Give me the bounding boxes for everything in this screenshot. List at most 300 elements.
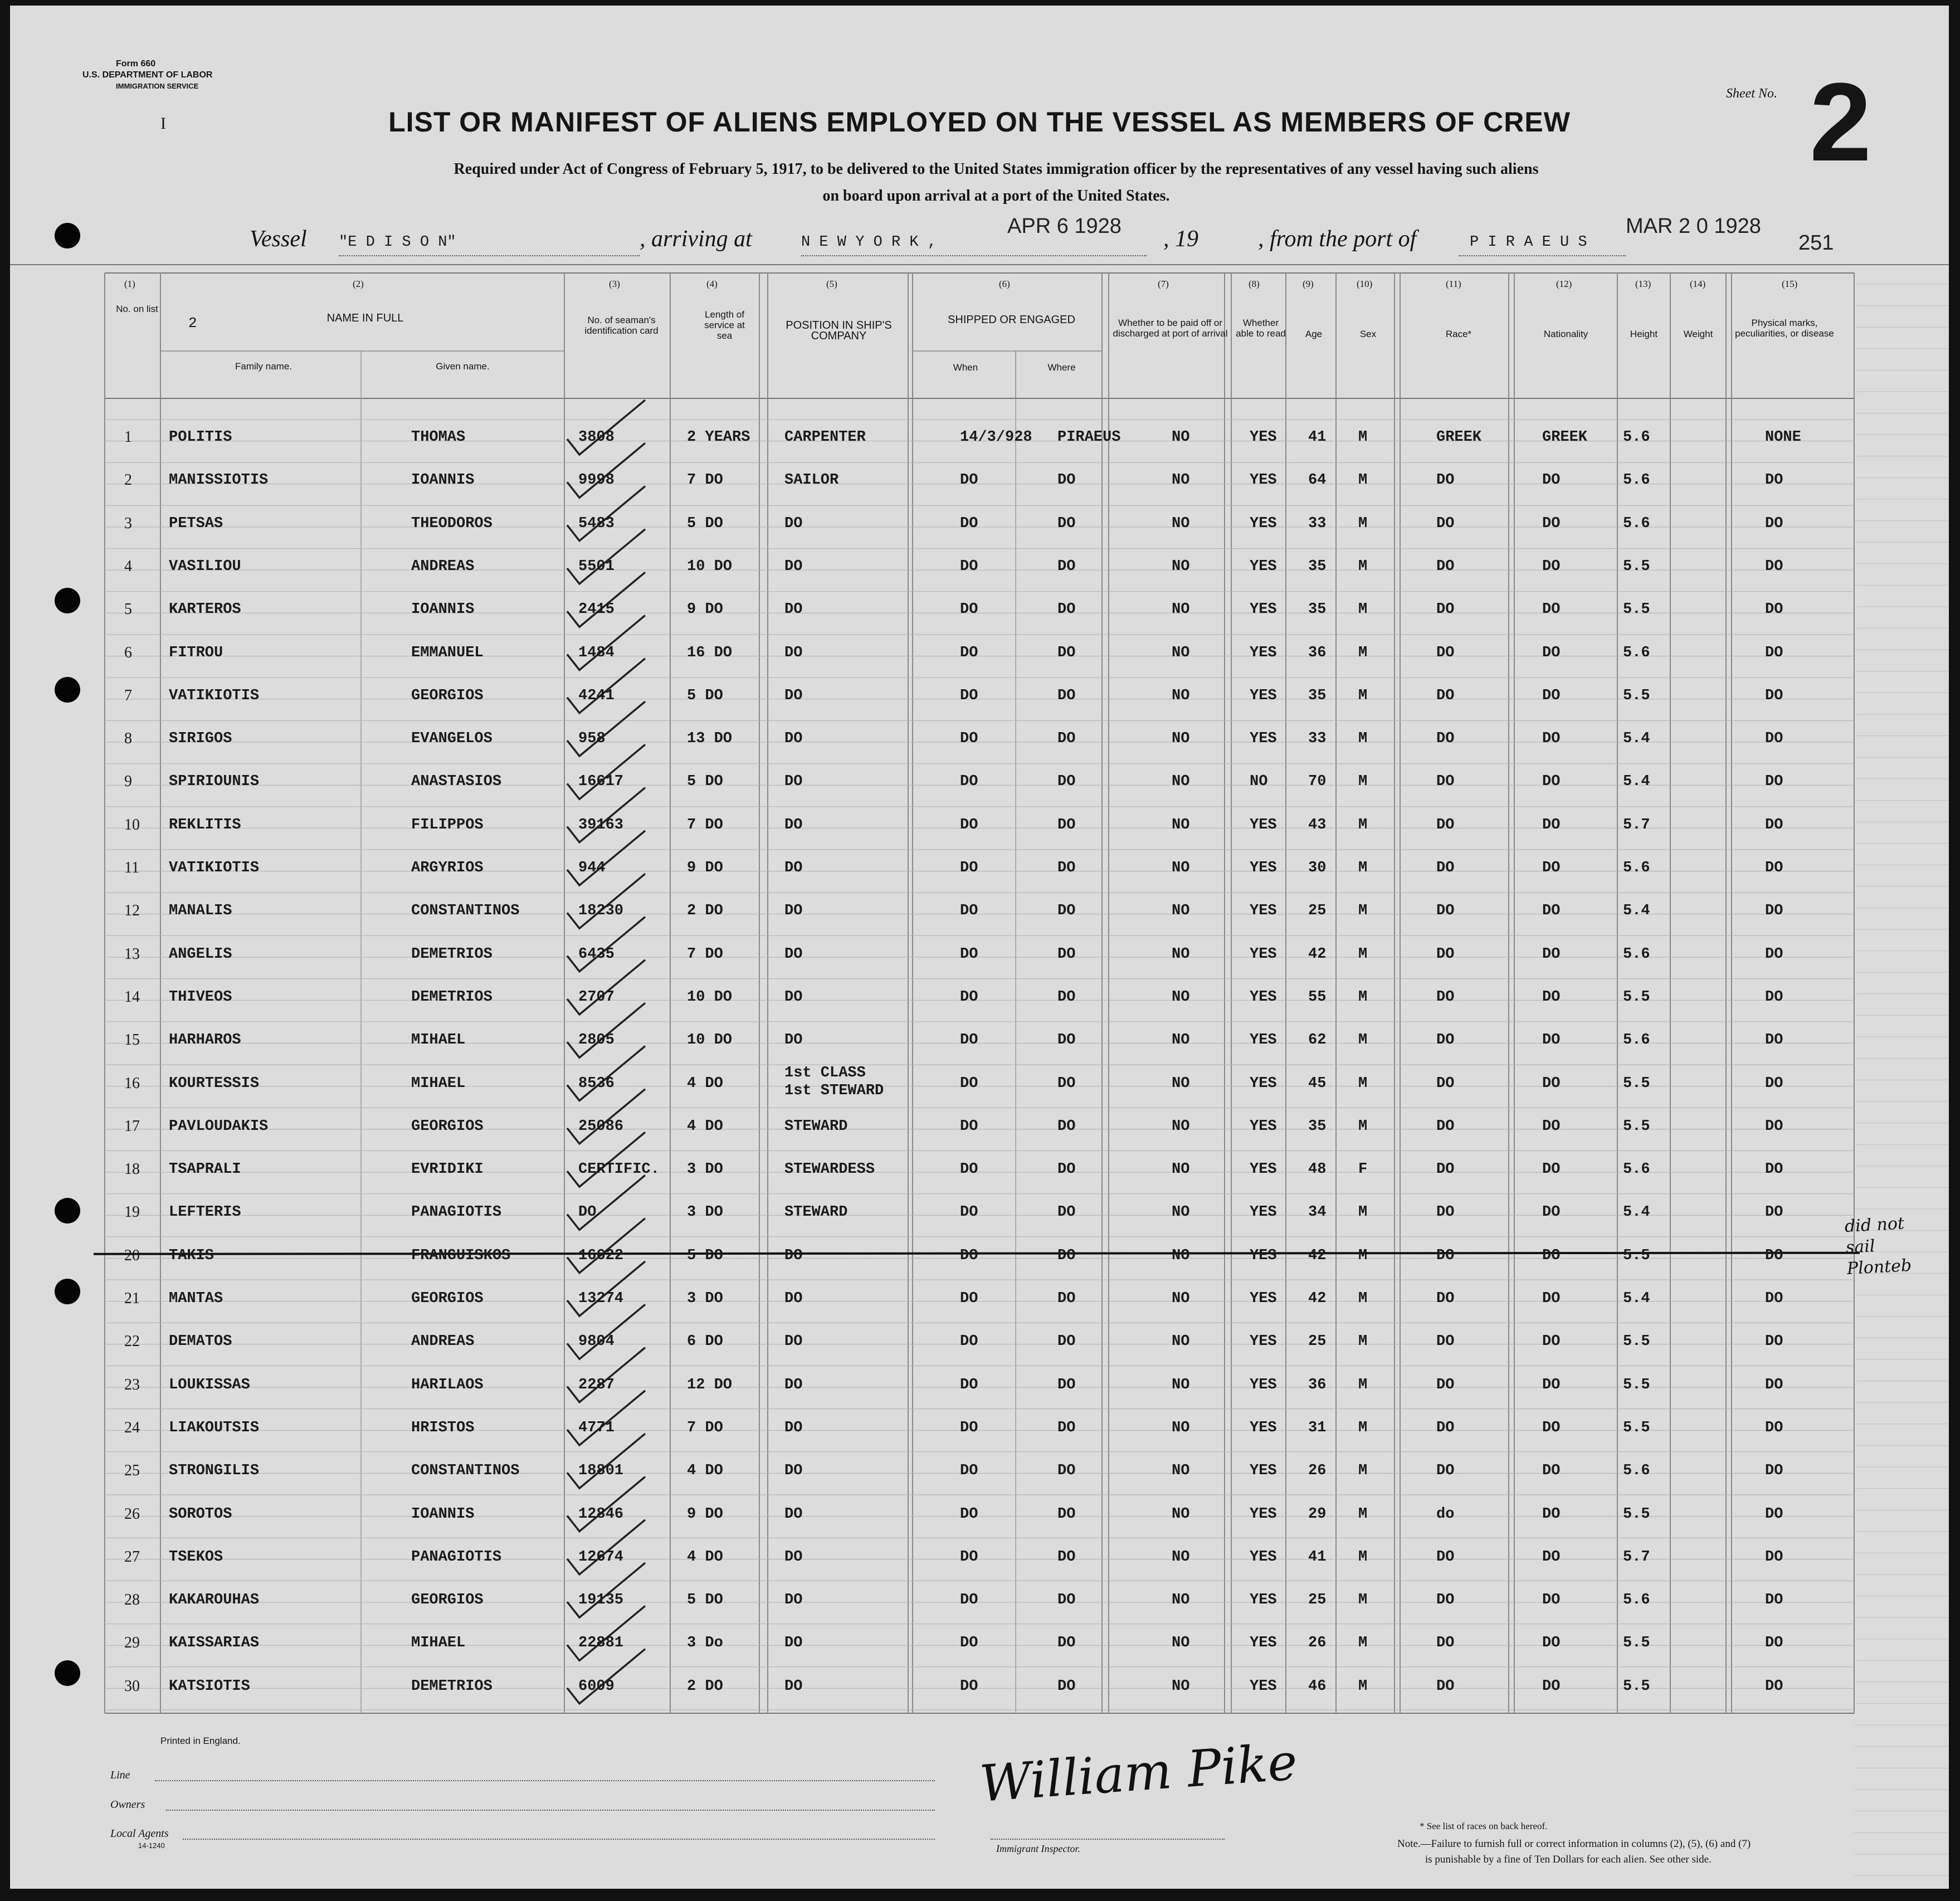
cell-race: DO — [1436, 816, 1455, 833]
cell-position: DO — [784, 687, 803, 704]
sheet-label: Sheet No. — [1726, 86, 1777, 101]
cell-no: 1 — [124, 428, 132, 446]
cell-paid: NO — [1172, 1376, 1190, 1393]
cell-nat: DO — [1542, 1548, 1561, 1566]
cell-sex: M — [1358, 730, 1368, 748]
cell-given: CONSTANTINOS — [411, 1463, 520, 1480]
cell-family: LOUKISSAS — [169, 1376, 250, 1393]
cell-where: DO — [1057, 1290, 1076, 1307]
cell-family: KAISSARIAS — [169, 1635, 260, 1652]
cell-family: MANALIS — [169, 903, 232, 920]
cell-position: DO — [784, 773, 803, 791]
cell-card: 12674 — [578, 1548, 624, 1566]
cell-service: 10 DO — [687, 1032, 733, 1049]
cell-sex: M — [1358, 1548, 1368, 1566]
cell-when: DO — [960, 1247, 978, 1264]
cell-family: MANTAS — [169, 1290, 223, 1307]
cell-read: YES — [1250, 816, 1277, 833]
cell-card: 19135 — [578, 1592, 624, 1609]
cell-position: DO — [784, 903, 803, 920]
cell-race: DO — [1436, 1204, 1455, 1221]
cell-no: 26 — [124, 1505, 140, 1523]
cell-sex: M — [1358, 1505, 1368, 1523]
cell-given: FRANGUISKOS — [411, 1247, 511, 1264]
cell-no: 4 — [124, 557, 132, 575]
column-number: (3) — [609, 279, 620, 289]
cell-race: do — [1436, 1505, 1455, 1523]
header-weight: Weight — [1683, 329, 1713, 339]
cell-given: GEORGIOS — [411, 687, 484, 704]
cell-card: 1484 — [578, 644, 615, 661]
cell-given: DEMETRIOS — [411, 988, 493, 1006]
cell-age: 25 — [1308, 903, 1327, 920]
cell-service: 9 DO — [687, 601, 723, 618]
cell-paid: NO — [1172, 1463, 1190, 1480]
header-nationality: Nationality — [1543, 329, 1588, 339]
cell-read: YES — [1250, 1376, 1277, 1393]
check-mark — [567, 1434, 645, 1488]
header-service: Length of service at sea — [704, 309, 745, 341]
cell-marks: DO — [1765, 988, 1783, 1006]
cell-family: HARHAROS — [169, 1032, 241, 1049]
cell-sex: M — [1358, 1032, 1368, 1049]
cell-position: DO — [784, 816, 803, 833]
cell-race: DO — [1436, 1032, 1455, 1049]
cell-height: 5.4 — [1623, 773, 1650, 791]
cell-paid: NO — [1172, 1118, 1190, 1135]
check-mark — [567, 529, 645, 584]
cell-family: KATSIOTIS — [169, 1678, 250, 1695]
cell-position: DO — [784, 1635, 803, 1652]
cell-given: DEMETRIOS — [411, 1678, 493, 1695]
cell-height: 5.6 — [1623, 644, 1650, 661]
cell-family: TAKIS — [169, 1247, 214, 1264]
cell-no: 30 — [124, 1677, 140, 1695]
cell-race: DO — [1436, 1548, 1455, 1566]
cell-nat: DO — [1542, 644, 1561, 661]
cell-when: DO — [960, 773, 978, 791]
cell-position: DO — [784, 1678, 803, 1695]
cell-service: 4 DO — [687, 1463, 723, 1480]
cell-where: PIRAEUS — [1057, 429, 1121, 446]
cell-age: 35 — [1308, 1118, 1327, 1135]
cell-read: YES — [1250, 1548, 1277, 1566]
check-mark — [567, 917, 645, 972]
cell-height: 5.5 — [1623, 1419, 1650, 1436]
header-where: Where — [1047, 362, 1076, 373]
cell-where: DO — [1057, 730, 1076, 748]
cell-family: STRONGILIS — [169, 1463, 260, 1480]
cell-where: DO — [1057, 988, 1076, 1006]
cell-service: 2 YEARS — [687, 429, 750, 446]
cell-card: 39163 — [578, 816, 624, 833]
cell-marks: DO — [1765, 860, 1783, 876]
header-given-name: Given name. — [436, 361, 490, 372]
cell-nat: DO — [1542, 1161, 1561, 1178]
check-mark — [567, 486, 645, 541]
cell-paid: NO — [1172, 1333, 1190, 1351]
cell-race: DO — [1436, 472, 1455, 489]
cell-read: YES — [1250, 1635, 1277, 1652]
column-number: (1) — [124, 279, 135, 289]
column-number: (5) — [826, 279, 837, 289]
subtitle-line-2: on board upon arrival at a port of the United States. — [822, 187, 1170, 204]
cell-read: YES — [1250, 1032, 1277, 1049]
cell-nat: DO — [1542, 472, 1561, 489]
cell-height: 5.4 — [1623, 903, 1650, 920]
cell-read: YES — [1250, 687, 1277, 704]
cell-when: DO — [960, 988, 978, 1006]
cell-where: DO — [1057, 816, 1076, 833]
cell-given: DEMETRIOS — [411, 945, 493, 963]
cell-marks: DO — [1765, 1592, 1783, 1609]
cell-paid: NO — [1172, 1161, 1190, 1178]
cell-no: 27 — [124, 1548, 140, 1566]
cell-given: THEODOROS — [411, 515, 493, 532]
cell-sex: M — [1358, 1247, 1368, 1264]
cell-position: 1st CLASS 1st STEWARD — [784, 1064, 884, 1099]
column-number: (4) — [706, 279, 718, 289]
cell-given: EMMANUEL — [411, 644, 484, 661]
cell-read: YES — [1250, 601, 1277, 618]
cell-where: DO — [1057, 601, 1076, 618]
cell-when: DO — [960, 730, 978, 748]
cell-race: DO — [1436, 730, 1455, 748]
cell-service: 7 DO — [687, 472, 723, 489]
cell-position: DO — [784, 515, 803, 532]
cell-sex: M — [1358, 1463, 1368, 1480]
header-read: Whether able to read — [1236, 318, 1286, 339]
column-number: (7) — [1158, 279, 1169, 289]
cell-marks: DO — [1765, 1678, 1783, 1695]
cell-marks: DO — [1765, 1376, 1783, 1393]
cell-read: YES — [1250, 1247, 1277, 1264]
cell-age: 41 — [1308, 1548, 1327, 1566]
header-shipped: SHIPPED OR ENGAGED — [948, 314, 1075, 326]
cell-marks: DO — [1765, 1548, 1783, 1566]
cell-family: TSEKOS — [169, 1548, 223, 1566]
cell-family: PAVLOUDAKIS — [169, 1118, 269, 1135]
check-mark — [567, 1003, 645, 1057]
cell-race: DO — [1436, 945, 1455, 963]
cell-no: 25 — [124, 1462, 140, 1480]
cell-given: IOANNIS — [411, 1505, 475, 1523]
cell-no: 23 — [124, 1376, 140, 1393]
margin-note: did not sail Plonteb — [1844, 1213, 1912, 1279]
cell-paid: NO — [1172, 1075, 1190, 1092]
form-number: Form 660 — [116, 59, 156, 69]
cell-when: DO — [960, 644, 978, 661]
column-number: (15) — [1782, 279, 1798, 289]
cell-position: DO — [784, 1376, 803, 1393]
cell-nat: DO — [1542, 1505, 1561, 1523]
cell-sex: M — [1358, 1419, 1368, 1436]
cell-nat: DO — [1542, 1075, 1561, 1092]
cell-family: DEMATOS — [169, 1333, 232, 1351]
cell-read: YES — [1250, 472, 1277, 489]
cell-paid: NO — [1172, 730, 1190, 748]
column-number: (6) — [999, 279, 1010, 289]
cell-read: YES — [1250, 1505, 1277, 1523]
cell-marks: NONE — [1765, 429, 1801, 446]
cell-card: 6435 — [578, 945, 615, 963]
cell-sex: M — [1358, 773, 1368, 791]
cell-paid: NO — [1172, 860, 1190, 876]
header-height: Height — [1630, 329, 1658, 339]
cell-paid: NO — [1172, 1032, 1190, 1049]
cell-service: 9 DO — [687, 860, 723, 876]
cell-when: DO — [960, 1290, 978, 1307]
page-reference: 251 — [1798, 231, 1834, 255]
cell-marks: DO — [1765, 903, 1783, 920]
penalty-note-line-1: Note.—Failure to furnish full or correct information in columns (2), (5), (6) and (7) — [1397, 1838, 1751, 1850]
cell-age: 26 — [1308, 1635, 1327, 1652]
cell-card: 9804 — [578, 1333, 615, 1351]
column-number: (14) — [1690, 279, 1706, 289]
vessel-label: Vessel — [250, 226, 307, 252]
cell-sex: M — [1358, 429, 1368, 446]
cell-family: ANGELIS — [169, 945, 232, 963]
cell-race: DO — [1436, 1419, 1455, 1436]
cell-paid: NO — [1172, 687, 1190, 704]
cell-height: 5.5 — [1623, 1333, 1650, 1351]
cell-sex: M — [1358, 515, 1368, 532]
cell-race: DO — [1436, 1678, 1455, 1695]
cell-when: DO — [960, 1118, 978, 1135]
printed-note: Printed in England. — [160, 1736, 241, 1746]
cell-no: 10 — [124, 816, 140, 833]
cell-marks: DO — [1765, 601, 1783, 618]
cell-sex: M — [1358, 816, 1368, 833]
cell-when: DO — [960, 1635, 978, 1652]
cell-service: 3 Do — [687, 1635, 723, 1652]
cell-age: 70 — [1308, 773, 1327, 791]
cell-race: DO — [1436, 1161, 1455, 1178]
subtitle-line-1: Required under Act of Congress of February 5, 1917, to be delivered to the United States immigration officer by the representatives of any vessel having such aliens — [454, 160, 1539, 178]
cell-card: 2287 — [578, 1376, 615, 1393]
cell-read: YES — [1250, 1075, 1277, 1092]
arrival-port: N E W Y O R K , — [801, 234, 937, 251]
cell-race: GREEK — [1436, 429, 1482, 446]
cell-no: 9 — [124, 773, 132, 791]
cell-race: DO — [1436, 903, 1455, 920]
cell-no: 8 — [124, 730, 132, 748]
header-age: Age — [1305, 329, 1323, 339]
cell-paid: NO — [1172, 945, 1190, 963]
cell-paid: NO — [1172, 1290, 1190, 1307]
cell-service: 3 DO — [687, 1204, 723, 1221]
header-id-card: No. of seaman's identification card — [584, 315, 659, 336]
cell-when: DO — [960, 601, 978, 618]
cell-marks: DO — [1765, 687, 1783, 704]
cell-card: CERTIFIC. — [578, 1161, 660, 1178]
cell-marks: DO — [1765, 1635, 1783, 1652]
header-family-name: Family name. — [235, 361, 292, 372]
cell-race: DO — [1436, 988, 1455, 1006]
header-position: POSITION IN SHIP'S COMPANY — [786, 319, 892, 342]
cell-service: 10 DO — [687, 558, 733, 575]
cell-card: 25086 — [578, 1118, 624, 1135]
cell-nat: GREEK — [1542, 429, 1588, 446]
cell-nat: DO — [1542, 558, 1561, 575]
departure-port: P I R A E U S — [1470, 234, 1587, 251]
cell-service: 3 DO — [687, 1290, 723, 1307]
line-label: Line — [110, 1769, 130, 1781]
check-mark — [567, 831, 645, 885]
cell-when: DO — [960, 1592, 978, 1609]
cell-height: 5.5 — [1623, 1505, 1650, 1523]
form-code: 14-1240 — [138, 1841, 165, 1850]
cell-where: DO — [1057, 1161, 1076, 1178]
cell-service: 5 DO — [687, 687, 723, 704]
cell-height: 5.7 — [1623, 1548, 1650, 1566]
agents-label: Local Agents — [110, 1827, 169, 1840]
cell-when: DO — [960, 1376, 978, 1393]
cell-position: STEWARDESS — [784, 1161, 875, 1178]
cell-card: 9998 — [578, 472, 615, 489]
cell-height: 5.5 — [1623, 687, 1650, 704]
cell-position: DO — [784, 1592, 803, 1609]
cell-where: DO — [1057, 1118, 1076, 1135]
cell-paid: NO — [1172, 429, 1190, 446]
manifest-sheet — [10, 6, 1949, 1889]
cell-age: 33 — [1308, 515, 1327, 532]
cell-family: VATIKIOTIS — [169, 860, 260, 876]
cell-sex: M — [1358, 1635, 1368, 1652]
cell-height: 5.6 — [1623, 860, 1650, 876]
cell-nat: DO — [1542, 1592, 1561, 1609]
check-mark — [567, 1132, 645, 1187]
list-sheet-mark: 2 — [188, 315, 197, 332]
cell-card: 18230 — [578, 903, 624, 920]
cell-read: YES — [1250, 515, 1277, 532]
cell-card: 12846 — [578, 1505, 624, 1523]
cell-marks: DO — [1765, 1247, 1783, 1264]
cell-family: TSAPRALI — [169, 1161, 241, 1178]
cell-marks: DO — [1765, 1463, 1783, 1480]
cell-marks: DO — [1765, 1333, 1783, 1351]
cell-race: DO — [1436, 1376, 1455, 1393]
cell-marks: DO — [1765, 816, 1783, 833]
cell-age: 42 — [1308, 1247, 1327, 1264]
cell-position: DO — [784, 558, 803, 575]
cell-sex: M — [1358, 472, 1368, 489]
cell-position: SAILOR — [784, 472, 839, 489]
service-name: IMMIGRATION SERVICE — [116, 82, 199, 90]
department-name: U.S. DEPARTMENT OF LABOR — [82, 70, 213, 80]
cell-when: DO — [960, 1678, 978, 1695]
cell-read: YES — [1250, 1463, 1277, 1480]
cell-age: 41 — [1308, 429, 1327, 446]
cell-where: DO — [1057, 1075, 1076, 1092]
cell-service: 7 DO — [687, 1419, 723, 1436]
cell-nat: DO — [1542, 1678, 1561, 1695]
cell-given: THOMAS — [411, 429, 466, 446]
cell-where: DO — [1057, 1032, 1076, 1049]
check-mark — [567, 1649, 645, 1704]
cell-height: 5.5 — [1623, 558, 1650, 575]
cell-age: 35 — [1308, 601, 1327, 618]
cell-family: FITROU — [169, 644, 223, 661]
cell-paid: NO — [1172, 601, 1190, 618]
cell-age: 45 — [1308, 1075, 1327, 1092]
cell-race: DO — [1436, 644, 1455, 661]
cell-where: DO — [1057, 515, 1076, 532]
cell-sex: M — [1358, 1592, 1368, 1609]
cell-marks: DO — [1765, 472, 1783, 489]
corner-mark: I — [160, 114, 166, 133]
cell-when: DO — [960, 1075, 978, 1092]
cell-no: 12 — [124, 902, 140, 920]
cell-given: GEORGIOS — [411, 1290, 484, 1307]
cell-service: 3 DO — [687, 1161, 723, 1178]
check-mark — [567, 701, 645, 756]
cell-position: DO — [784, 1247, 803, 1264]
cell-where: DO — [1057, 1419, 1076, 1436]
cell-given: GEORGIOS — [411, 1592, 484, 1609]
sheet-number: 2 — [1810, 60, 1872, 184]
cell-sex: M — [1358, 945, 1368, 963]
cell-sex: M — [1358, 1333, 1368, 1351]
cell-family: VASILIOU — [169, 558, 241, 575]
header-physical-marks: Physical marks, peculiarities, or disease — [1735, 318, 1834, 339]
cell-where: DO — [1057, 1678, 1076, 1695]
cell-where: DO — [1057, 1247, 1076, 1264]
cell-height: 5.6 — [1623, 945, 1650, 963]
cell-position: DO — [784, 1463, 803, 1480]
cell-sex: M — [1358, 988, 1368, 1006]
inspector-label: Immigrant Inspector. — [996, 1843, 1080, 1854]
cell-where: DO — [1057, 903, 1076, 920]
cell-read: YES — [1250, 1204, 1277, 1221]
cell-given: FILIPPOS — [411, 816, 484, 833]
cell-age: 43 — [1308, 816, 1327, 833]
cell-sex: M — [1358, 903, 1368, 920]
cell-sex: M — [1358, 1204, 1368, 1221]
header-race: Race* — [1445, 329, 1472, 339]
cell-card: 22881 — [578, 1635, 624, 1652]
cell-nat: DO — [1542, 816, 1561, 833]
cell-nat: DO — [1542, 988, 1561, 1006]
cell-nat: DO — [1542, 1032, 1561, 1049]
check-mark — [567, 1520, 645, 1575]
cell-nat: DO — [1542, 1635, 1561, 1652]
cell-height: 5.6 — [1623, 1592, 1650, 1609]
year-label: , 19 — [1163, 226, 1198, 252]
cell-when: DO — [960, 1505, 978, 1523]
cell-where: DO — [1057, 1548, 1076, 1566]
cell-paid: NO — [1172, 1204, 1190, 1221]
cell-age: 29 — [1308, 1505, 1327, 1523]
cell-read: YES — [1250, 1678, 1277, 1695]
cell-when: DO — [960, 515, 978, 532]
cell-paid: NO — [1172, 816, 1190, 833]
check-mark — [567, 1089, 645, 1144]
cell-sex: M — [1358, 1290, 1368, 1307]
cell-given: MIHAEL — [411, 1032, 466, 1049]
cell-given: PANAGIOTIS — [411, 1204, 502, 1221]
check-mark — [567, 874, 645, 928]
cell-given: ANDREAS — [411, 1333, 475, 1351]
cell-card: 4771 — [578, 1419, 615, 1436]
cell-race: DO — [1436, 1118, 1455, 1135]
check-mark — [567, 659, 645, 713]
cell-age: 26 — [1308, 1463, 1327, 1480]
cell-marks: DO — [1765, 644, 1783, 661]
cell-service: 12 DO — [687, 1376, 733, 1393]
cell-where: DO — [1057, 558, 1076, 575]
cell-family: THIVEOS — [169, 988, 232, 1006]
